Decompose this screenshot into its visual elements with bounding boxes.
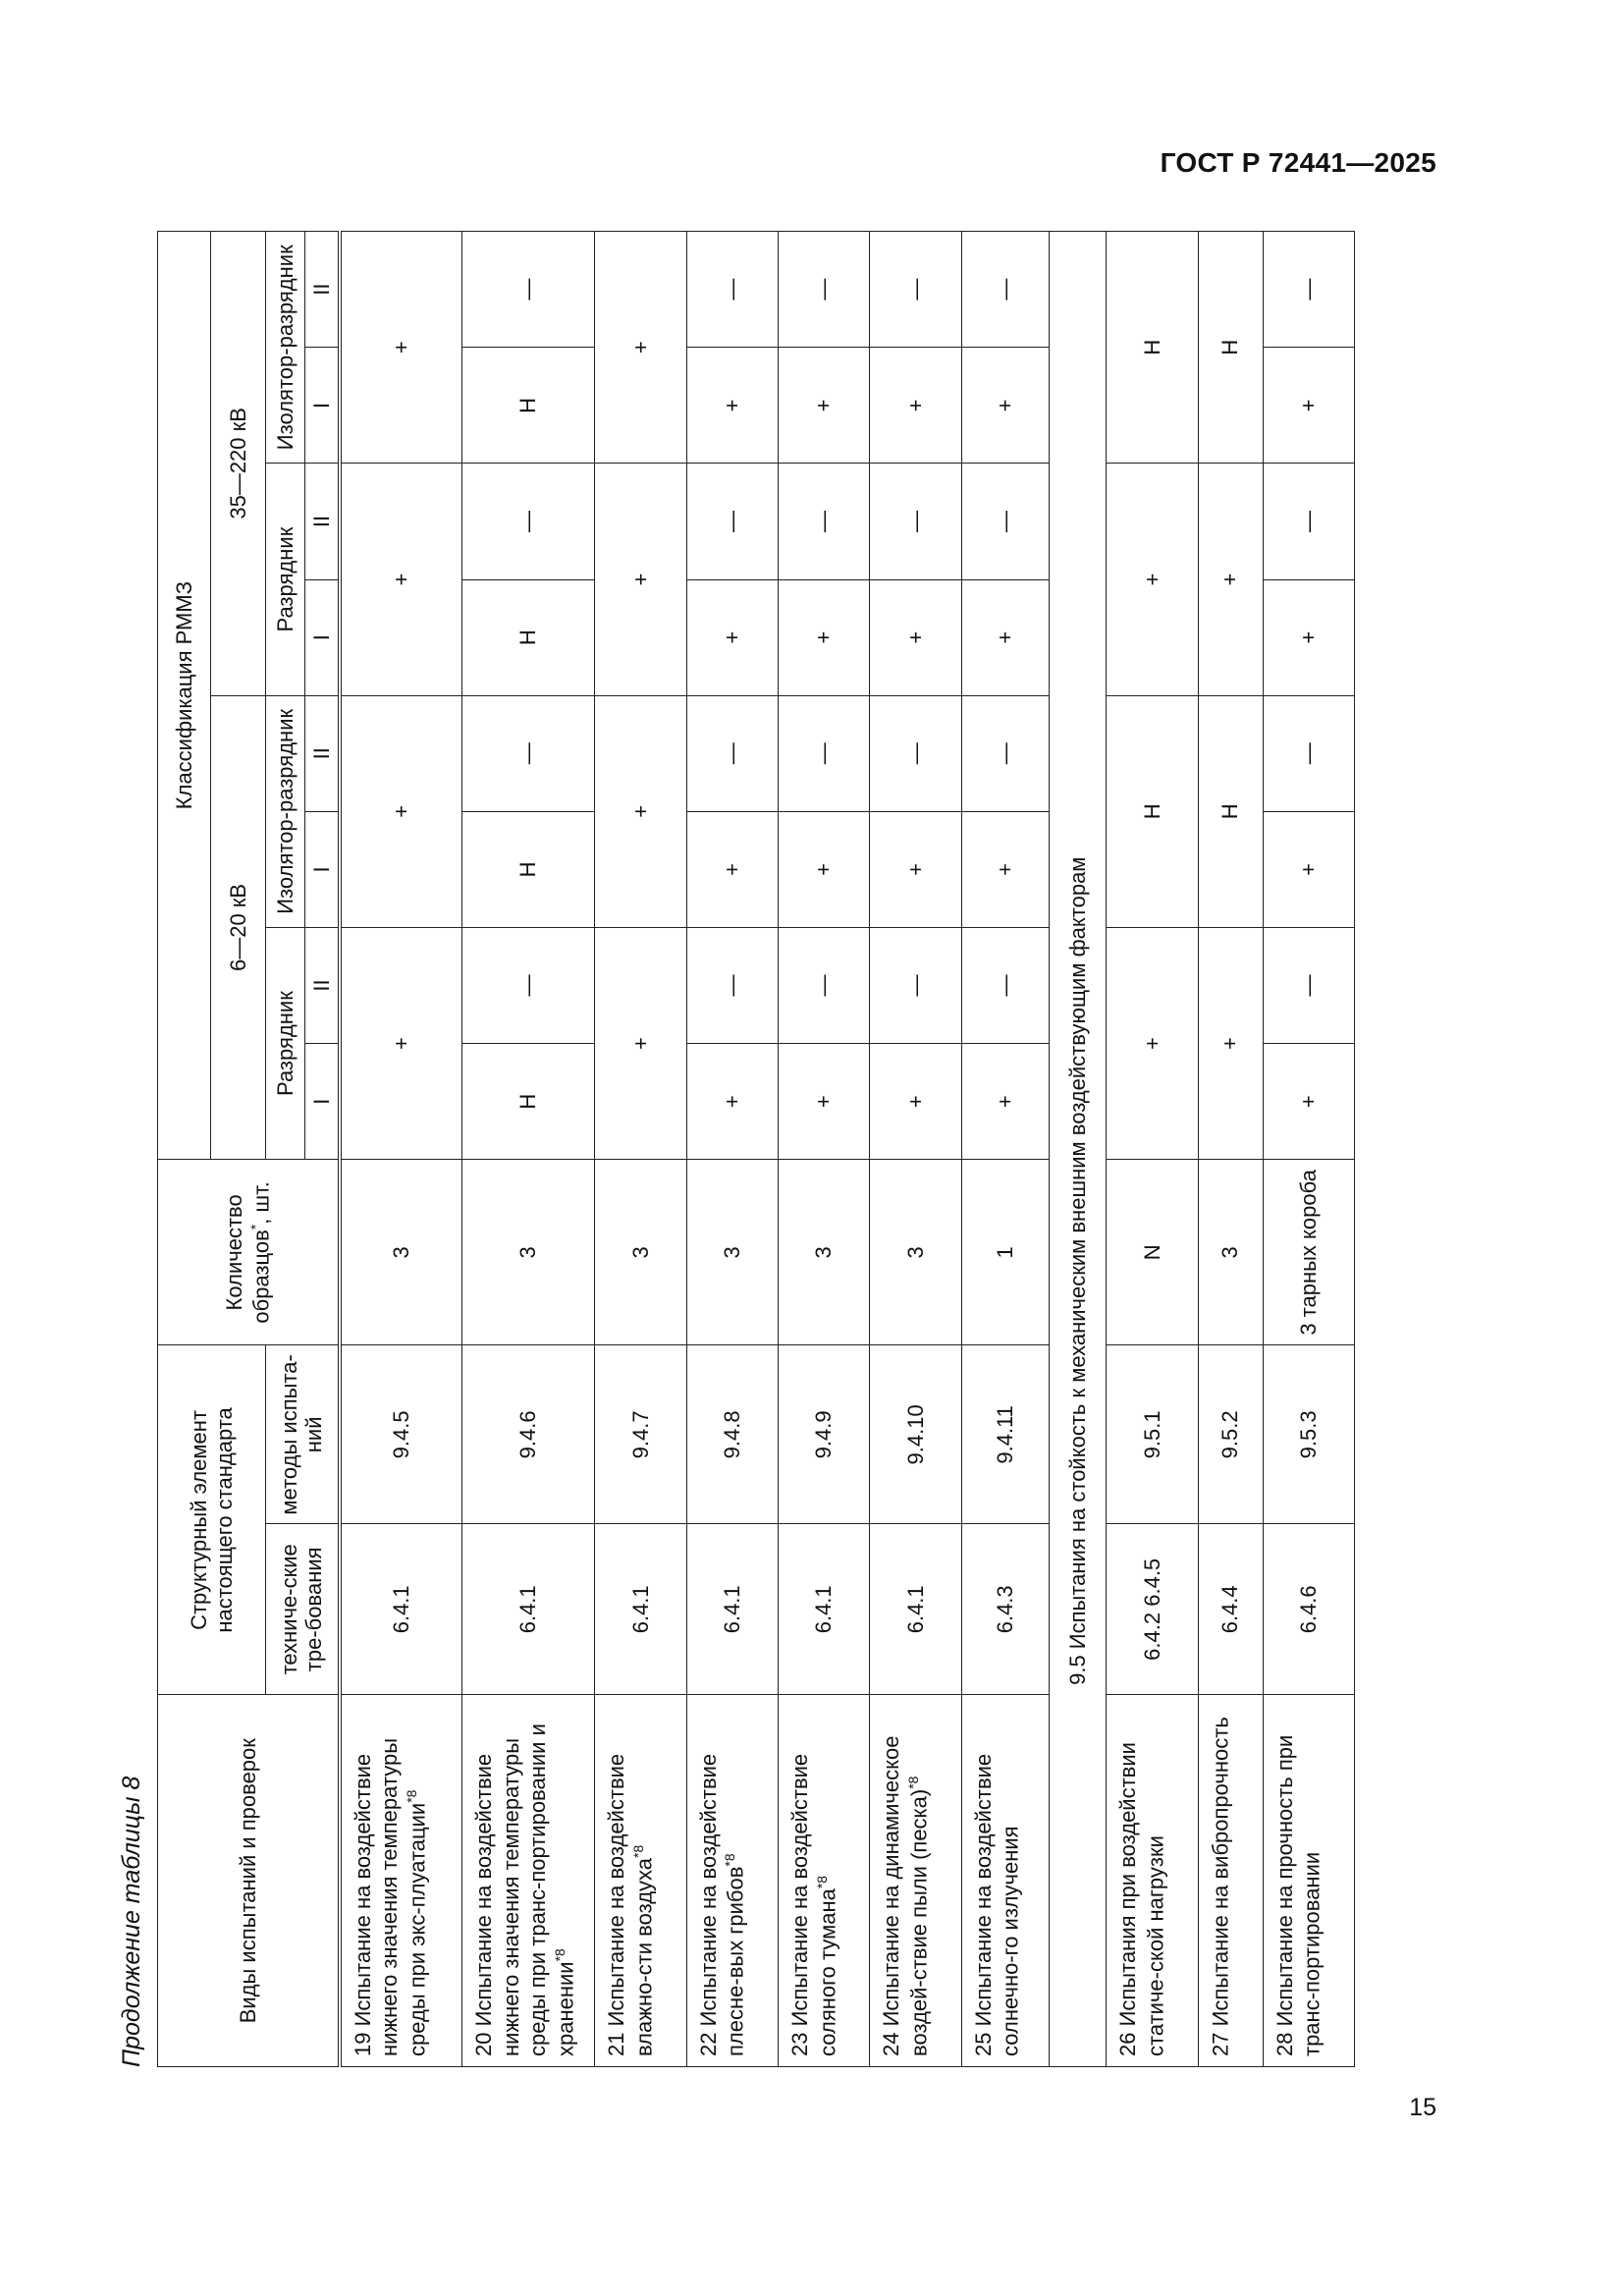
table bbox=[157, 231, 1355, 2067]
test-name: 25 Испытание на воздействие солнечно-го излучения bbox=[961, 1695, 1049, 2067]
result-cell: + bbox=[686, 1044, 778, 1160]
document-code: ГОСТ Р 72441—2025 bbox=[1160, 147, 1436, 178]
header-6-20kv: 6—20 кВ bbox=[211, 695, 266, 1160]
test-name: 21 Испытание на воздействие влажно-сти воздуха$^{*8}$ bbox=[595, 1695, 686, 2067]
result-cell: + bbox=[1198, 464, 1263, 695]
tech-ref: 6.4.1 bbox=[779, 1524, 870, 1695]
result-cell: + bbox=[961, 579, 1049, 695]
header-type-ii: II bbox=[305, 927, 340, 1043]
table-row bbox=[462, 232, 595, 2067]
result-cell: + bbox=[1107, 464, 1198, 695]
sample-qty: N bbox=[1107, 1160, 1198, 1345]
result-cell: + bbox=[1263, 579, 1354, 695]
result-cell: — bbox=[961, 232, 1049, 348]
result-cell: + bbox=[779, 811, 870, 927]
table-row bbox=[870, 232, 961, 2067]
result-cell: Н bbox=[1107, 232, 1198, 464]
tech-ref: 6.4.3 bbox=[961, 1524, 1049, 1695]
method-ref: 9.5.1 bbox=[1107, 1345, 1198, 1524]
result-cell: — bbox=[462, 464, 595, 579]
result-cell: + bbox=[779, 348, 870, 464]
result-cell: Н bbox=[462, 811, 595, 927]
table-header bbox=[158, 232, 340, 2067]
result-cell: — bbox=[870, 927, 961, 1043]
header-insulator-arrester: Изолятор-разрядник bbox=[266, 232, 305, 464]
header-type-i: I bbox=[305, 1044, 340, 1160]
sample-qty: 3 bbox=[462, 1160, 595, 1345]
header-type-ii: II bbox=[305, 464, 340, 579]
table-row bbox=[961, 232, 1049, 2067]
header-tech-requirements: техниче-ские тре-бования bbox=[266, 1524, 340, 1695]
test-name: 28 Испытание на прочность при транс-портировании bbox=[1263, 1695, 1354, 2067]
header-35-220kv: 35—220 кВ bbox=[211, 232, 266, 696]
method-ref: 9.4.9 bbox=[779, 1345, 870, 1524]
test-name: 22 Испытание на воздействие плесне-вых грибов$^{*8}$ bbox=[686, 1695, 778, 2067]
table-caption: Продолжение таблицы 8 bbox=[118, 1776, 145, 2067]
table-row bbox=[779, 232, 870, 2067]
result-cell: + bbox=[779, 579, 870, 695]
header-tests: Виды испытаний и проверок bbox=[158, 1695, 340, 2067]
result-cell: — bbox=[961, 927, 1049, 1043]
result-cell: + bbox=[595, 695, 686, 927]
result-cell: + bbox=[1263, 811, 1354, 927]
tech-ref: 6.4.6 bbox=[1263, 1524, 1354, 1695]
test-name: 27 Испытание на вибропрочность bbox=[1198, 1695, 1263, 2067]
table-body bbox=[340, 232, 1355, 2067]
result-cell: + bbox=[1107, 927, 1198, 1159]
sample-qty: 3 bbox=[686, 1160, 778, 1345]
result-cell: + bbox=[340, 232, 462, 464]
header-insulator-arrester: Изолятор-разрядник bbox=[266, 695, 305, 927]
result-cell: + bbox=[595, 464, 686, 695]
result-cell: + bbox=[961, 811, 1049, 927]
result-cell: — bbox=[1263, 927, 1354, 1043]
result-cell: + bbox=[340, 927, 462, 1159]
sample-qty: 3 bbox=[340, 1160, 462, 1345]
result-cell: Н bbox=[462, 1044, 595, 1160]
result-cell: — bbox=[779, 232, 870, 348]
result-cell: + bbox=[870, 348, 961, 464]
result-cell: Н bbox=[1198, 232, 1263, 464]
tech-ref: 6.4.1 bbox=[870, 1524, 961, 1695]
header-type-i: I bbox=[305, 579, 340, 695]
result-cell: Н bbox=[1107, 695, 1198, 927]
result-cell: — bbox=[870, 232, 961, 348]
sample-qty: 3 тарных короба bbox=[1263, 1160, 1354, 1345]
result-cell: — bbox=[1263, 464, 1354, 579]
test-name: 19 Испытание на воздействие нижнего значения температуры среды при экс-плуатации$^{*8}$ bbox=[340, 1695, 462, 2067]
result-cell: — bbox=[462, 232, 595, 348]
method-ref: 9.5.3 bbox=[1263, 1345, 1354, 1524]
tech-ref: 6.4.2 6.4.5 bbox=[1107, 1524, 1198, 1695]
result-cell: + bbox=[686, 811, 778, 927]
header-structural-element: Структурный элемент настоящего стандарта bbox=[158, 1345, 266, 1695]
header-test-methods: методы испыта-ний bbox=[266, 1345, 340, 1524]
result-cell: + bbox=[686, 579, 778, 695]
method-ref: 9.4.6 bbox=[462, 1345, 595, 1524]
result-cell: — bbox=[779, 927, 870, 1043]
method-ref: 9.5.2 bbox=[1198, 1345, 1263, 1524]
sample-qty: 3 bbox=[870, 1160, 961, 1345]
header-classification: Классификация РММЗ bbox=[158, 232, 211, 1160]
result-cell: + bbox=[1263, 1044, 1354, 1160]
sample-qty: 3 bbox=[595, 1160, 686, 1345]
rotated-table-block bbox=[108, 231, 1355, 2067]
result-cell: — bbox=[961, 695, 1049, 811]
result-cell: — bbox=[686, 464, 778, 579]
table-row bbox=[1107, 232, 1198, 2067]
result-cell: — bbox=[779, 695, 870, 811]
result-cell: Н bbox=[462, 579, 595, 695]
table-row bbox=[595, 232, 686, 2067]
result-cell: — bbox=[870, 464, 961, 579]
result-cell: + bbox=[870, 1044, 961, 1160]
result-cell: + bbox=[870, 579, 961, 695]
result-cell: + bbox=[1263, 348, 1354, 464]
method-ref: 9.4.10 bbox=[870, 1345, 961, 1524]
result-cell: + bbox=[1198, 927, 1263, 1159]
result-cell: — bbox=[870, 695, 961, 811]
sample-qty: 1 bbox=[961, 1160, 1049, 1345]
tech-ref: 6.4.1 bbox=[595, 1524, 686, 1695]
method-ref: 9.4.5 bbox=[340, 1345, 462, 1524]
result-cell: — bbox=[1263, 695, 1354, 811]
table-row bbox=[340, 232, 462, 2067]
result-cell: + bbox=[340, 464, 462, 695]
method-ref: 9.4.8 bbox=[686, 1345, 778, 1524]
result-cell: — bbox=[1263, 232, 1354, 348]
test-name: 20 Испытание на воздействие нижнего значения температуры среды при транс-портировании и хранении$^{*8}$ bbox=[462, 1695, 595, 2067]
result-cell: + bbox=[961, 348, 1049, 464]
result-cell: + bbox=[779, 1044, 870, 1160]
tech-ref: 6.4.1 bbox=[340, 1524, 462, 1695]
test-name: 26 Испытания при воздействии статиче-ской нагрузки bbox=[1107, 1695, 1198, 2067]
result-cell: + bbox=[595, 927, 686, 1159]
result-cell: — bbox=[779, 464, 870, 579]
header-arrester: Разрядник bbox=[266, 464, 305, 695]
result-cell: — bbox=[686, 232, 778, 348]
header-type-i: I bbox=[305, 348, 340, 464]
header-type-i: I bbox=[305, 811, 340, 927]
result-cell: — bbox=[961, 464, 1049, 579]
result-cell: Н bbox=[1198, 695, 1263, 927]
result-cell: + bbox=[961, 1044, 1049, 1160]
test-name: 23 Испытание на воздействие соляного тумана$^{*8}$ bbox=[779, 1695, 870, 2067]
table-row bbox=[1263, 232, 1354, 2067]
header-type-ii: II bbox=[305, 232, 340, 348]
header-type-ii: II bbox=[305, 695, 340, 811]
result-cell: — bbox=[686, 695, 778, 811]
sample-qty: 3 bbox=[1198, 1160, 1263, 1345]
result-cell: + bbox=[870, 811, 961, 927]
result-cell: + bbox=[340, 695, 462, 927]
header-arrester: Разрядник bbox=[266, 927, 305, 1159]
tech-ref: 6.4.1 bbox=[686, 1524, 778, 1695]
result-cell: — bbox=[686, 927, 778, 1043]
tech-ref: 6.4.4 bbox=[1198, 1524, 1263, 1695]
table-row bbox=[1049, 232, 1106, 2067]
method-ref: 9.4.7 bbox=[595, 1345, 686, 1524]
method-ref: 9.4.11 bbox=[961, 1345, 1049, 1524]
sample-qty: 3 bbox=[779, 1160, 870, 1345]
table-row bbox=[1198, 232, 1263, 2067]
result-cell: — bbox=[462, 695, 595, 811]
result-cell: + bbox=[686, 348, 778, 464]
result-cell: Н bbox=[462, 348, 595, 464]
section-title: 9.5 Испытания на стойкость к механическим внешним воздействующим факторам bbox=[1049, 232, 1106, 1695]
page-number: 15 bbox=[1409, 2094, 1436, 2121]
test-name: 24 Испытание на динамическое воздей-ствие пыли (песка)$^{*8}$ bbox=[870, 1695, 961, 2067]
result-cell: + bbox=[595, 232, 686, 464]
result-cell: — bbox=[462, 927, 595, 1043]
table-row bbox=[686, 232, 778, 2067]
header-quantity: Количество образцов*, шт. bbox=[158, 1160, 340, 1345]
tech-ref: 6.4.1 bbox=[462, 1524, 595, 1695]
